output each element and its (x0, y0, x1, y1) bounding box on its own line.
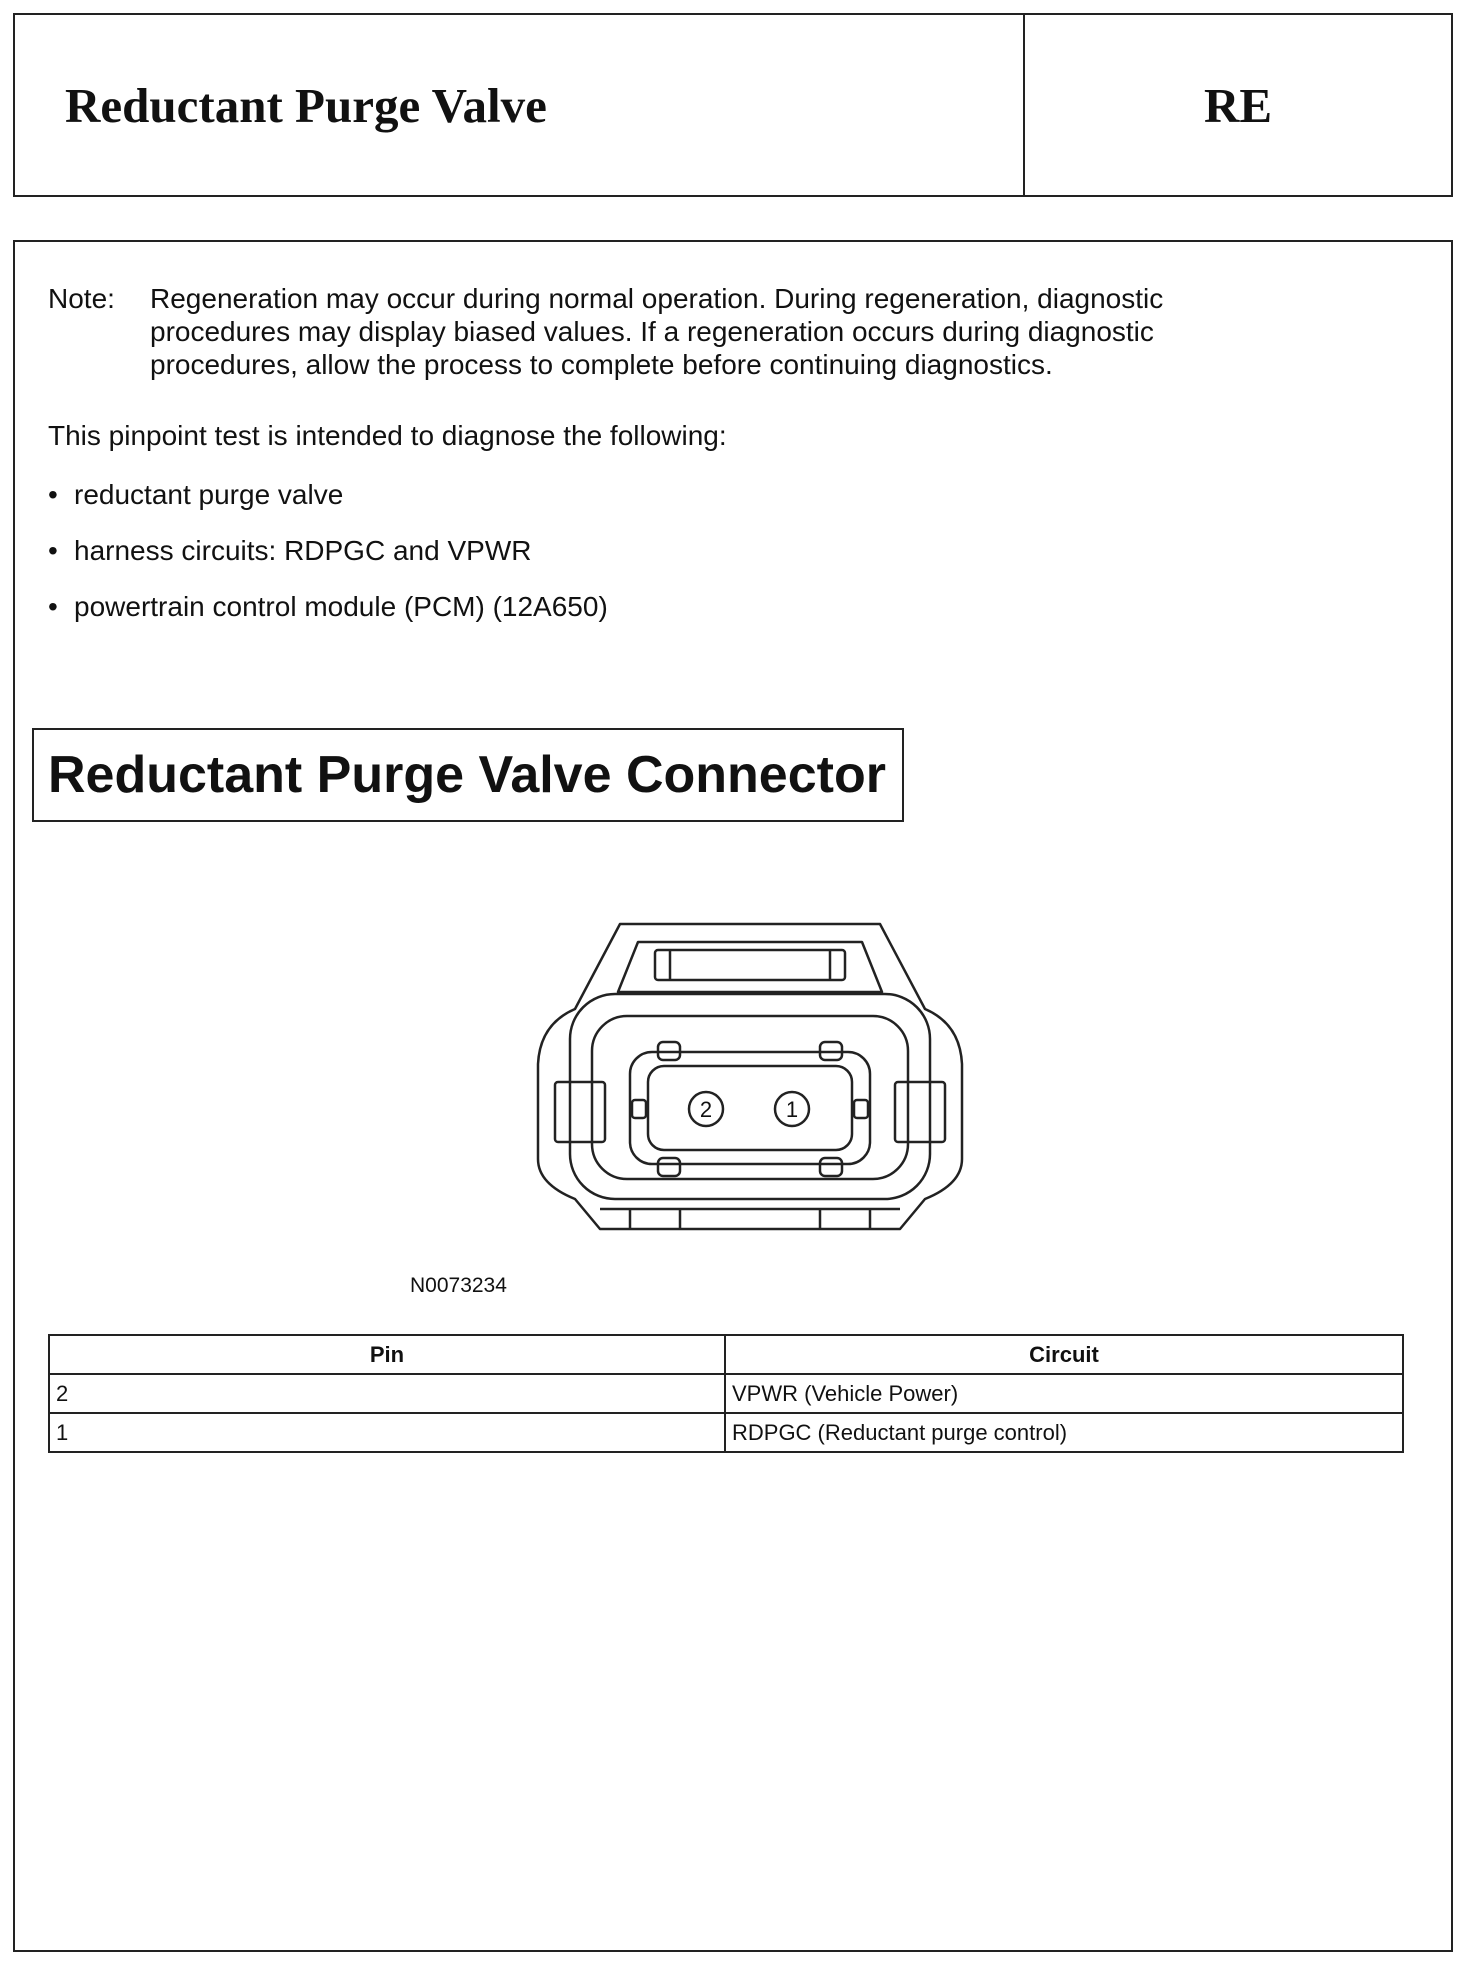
pin-2-label: 2 (699, 1097, 713, 1122)
note-block (48, 282, 1298, 381)
note-label: Note: (48, 283, 115, 314)
table-row (49, 1413, 1403, 1452)
page-title: Reductant Purge Valve (15, 15, 1025, 195)
list-item-text: reductant purge valve (74, 479, 344, 510)
cell-pin: 2 (49, 1374, 725, 1413)
bullet-icon: • (48, 479, 58, 510)
key-left (632, 1100, 646, 1118)
table-header-row (49, 1335, 1403, 1374)
diagnose-list (48, 478, 608, 646)
latch-tab (655, 950, 845, 980)
section-heading: Reductant Purge Valve Connector (32, 728, 904, 822)
column-header-pin: Pin (49, 1335, 725, 1374)
list-item (48, 478, 608, 534)
list-item (48, 590, 608, 646)
connector-inner-shell (592, 1016, 908, 1179)
key-bottom-left (658, 1158, 680, 1176)
pin-1-label: 1 (785, 1097, 799, 1122)
connector-shell (570, 994, 930, 1199)
cell-circuit: VPWR (Vehicle Power) (725, 1374, 1403, 1413)
side-lock-right (895, 1082, 945, 1142)
content-panel (13, 240, 1453, 1952)
bullet-icon: • (48, 591, 58, 622)
list-item-text: powertrain control module (PCM) (12A650) (74, 591, 608, 622)
column-header-circuit: Circuit (725, 1335, 1403, 1374)
section-code: RE (1203, 77, 1273, 133)
key-right (854, 1100, 868, 1118)
note-text: Regeneration may occur during normal operation. During regeneration, diagnostic procedures may display biased values. If a regeneration occurs during diagnostic procedures, allow the process to complete before continuing diagnostics. (150, 283, 1164, 380)
intro-text: This pinpoint test is intended to diagnose the following: (48, 420, 727, 451)
figure-id: N0073234 (410, 1274, 507, 1297)
list-item-text: harness circuits: RDPGC and VPWR (74, 535, 532, 566)
list-item (48, 534, 608, 590)
pin-cavity (630, 1052, 870, 1164)
side-lock-left (555, 1082, 605, 1142)
cell-circuit: RDPGC (Reductant purge control) (725, 1413, 1403, 1452)
cell-pin: 1 (49, 1413, 725, 1452)
table-row (49, 1374, 1403, 1413)
key-bottom-right (820, 1158, 842, 1176)
page-header (13, 13, 1453, 197)
connector-diagram (530, 914, 970, 1254)
pin-circuit-table (48, 1334, 1404, 1453)
bullet-icon: • (48, 535, 58, 566)
connector-housing (538, 924, 962, 1229)
